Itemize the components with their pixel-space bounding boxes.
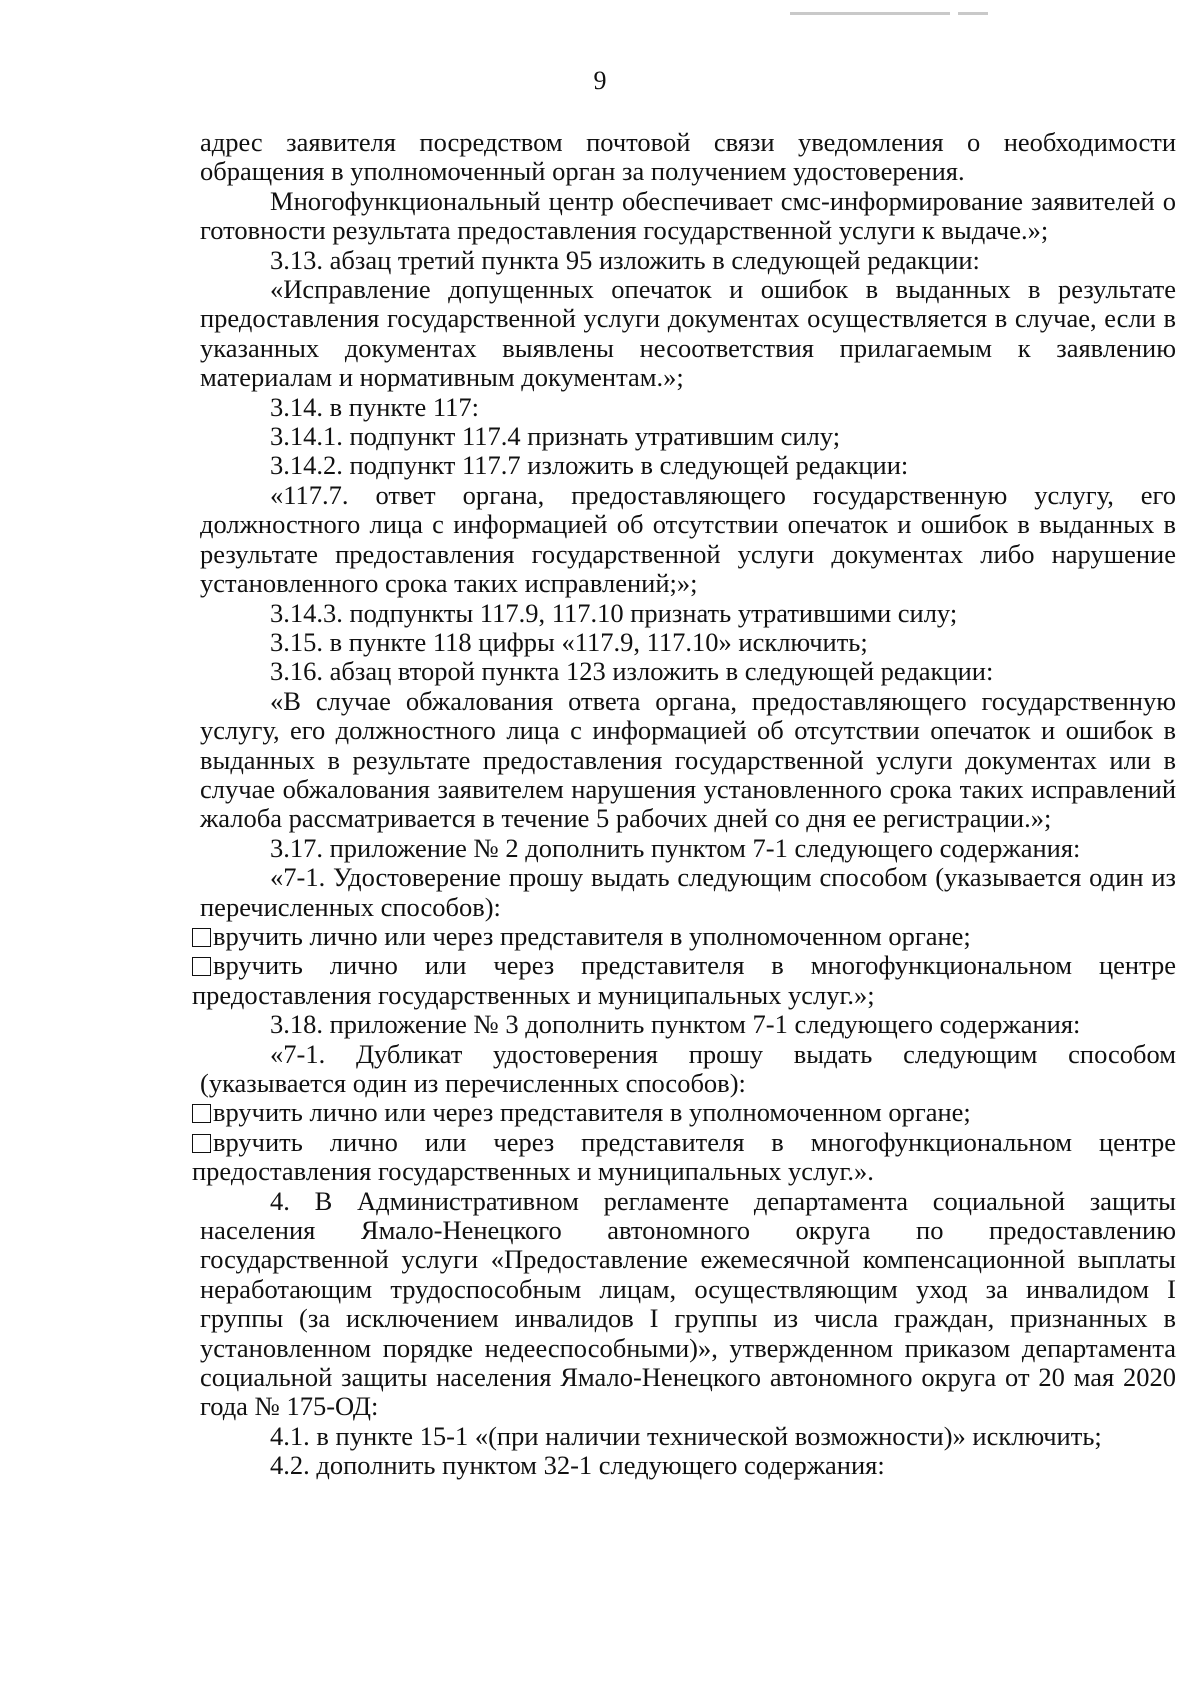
paragraph-text: вручить лично или через представителя в многофункциональном центре предоставления государственных и муниципальных услуг.».: [192, 1126, 1176, 1187]
paragraph-text: 3.15. в пункте 118 цифры «117.9, 117.10» исключить;: [270, 626, 868, 657]
paragraph: [200, 393, 1176, 422]
paragraph-text: «117.7. ответ органа, предоставляющего государственную услугу, его должностного лица с информацией об отсутствии опечаток и ошибок в выданных в результате предоставления государственной услуги документах либо нарушение установленного срока таких исправлений;»;: [200, 479, 1176, 599]
paragraph-text: «Исправление допущенных опечаток и ошибок в выданных в результате предоставления государственной услуги документах осуществляется в случае, если в указанных документах выявлены несоответствия прилагаемым к заявлению материалам и нормативным документам.»;: [200, 274, 1176, 393]
paragraph-text: Многофункциональный центр обеспечивает смс-информирование заявителей о готовности результата предоставления государственной услуги к выдаче.»;: [200, 185, 1176, 246]
paragraph-text: адрес заявителя посредством почтовой связи уведомления о необходимости обращения в уполномоченный орган за получением удостоверения.: [200, 127, 1176, 187]
paragraph-text: 4.1. в пункте 15-1 «(при наличии технической возможности)» исключить;: [270, 1420, 1102, 1451]
scan-artifact: [958, 12, 988, 15]
paragraph-text: 3.13. абзац третий пункта 95 изложить в следующей редакции:: [270, 244, 980, 275]
paragraph: [200, 687, 1176, 834]
paragraph-text: «В случае обжалования ответа органа, предоставляющего государственную услугу, его должностного лица с информацией об отсутствии опечаток и ошибок в выданных в результате предоставления государственной услуги документах или в случае обжалования заявителем нарушения установленного срока таких исправлений жалоба рассматривается в течение 5 рабочих дней со дня ее регистрации.»;: [200, 685, 1176, 834]
paragraph-text: вручить лично или через представителя в уполномоченном органе;: [213, 920, 971, 951]
paragraph: [200, 1451, 1176, 1480]
checkbox-icon: [192, 1104, 211, 1123]
paragraph: [200, 657, 1176, 686]
checkbox-icon: [192, 928, 211, 947]
document-body: [192, 127, 1176, 1481]
checkbox-option: [192, 1098, 1176, 1127]
paragraph-text: «7-1. Удостоверение прошу выдать следующим способом (указывается один из перечисленных способов):: [200, 862, 1176, 922]
paragraph: [200, 1010, 1176, 1039]
paragraph: [200, 1187, 1176, 1422]
paragraph: [200, 246, 1176, 275]
paragraph-text: 3.14.3. подпункты 117.9, 117.10 признать утратившими силу;: [270, 597, 958, 628]
checkbox-option: [192, 1128, 1176, 1187]
checkbox-icon: [192, 1134, 211, 1153]
paragraph-text: 3.14.2. подпункт 117.7 изложить в следующей редакции:: [270, 450, 909, 481]
paragraph-text: вручить лично или через представителя в уполномоченном органе;: [213, 1097, 971, 1128]
paragraph-text: 3.14. в пункте 117:: [270, 391, 479, 422]
paragraph-text: вручить лично или через представителя в многофункциональном центре предоставления государственных и муниципальных услуг.»;: [192, 950, 1176, 1010]
paragraph: [200, 275, 1176, 393]
paragraph-text: 3.17. приложение № 2 дополнить пунктом 7-1 следующего содержания:: [270, 832, 1081, 863]
paragraph: [200, 481, 1176, 599]
paragraph-text: 3.14.1. подпункт 117.4 признать утратившим силу;: [270, 421, 841, 452]
paragraph: [200, 599, 1176, 628]
scan-artifact: [790, 12, 950, 15]
paragraph: [200, 187, 1176, 246]
paragraph: [200, 1040, 1176, 1099]
paragraph: [200, 863, 1176, 922]
paragraph-text: 3.16. абзац второй пункта 123 изложить в следующей редакции:: [270, 656, 994, 687]
paragraph: [200, 628, 1176, 657]
paragraph-text: 4.2. дополнить пунктом 32-1 следующего содержания:: [270, 1450, 885, 1481]
checkbox-icon: [192, 957, 211, 976]
paragraph: [200, 451, 1176, 480]
page-number: 9: [593, 66, 607, 95]
checkbox-option: [192, 922, 1176, 951]
paragraph: [200, 422, 1176, 451]
checkbox-option: [192, 951, 1176, 1010]
paragraph-text: 3.18. приложение № 3 дополнить пунктом 7-1 следующего содержания:: [270, 1009, 1081, 1040]
paragraph: [200, 834, 1176, 863]
paragraph-text: 4. В Административном регламенте департамента социальной защиты населения Ямало-Ненецкого автономного округа по предоставлению государственной услуги «Предоставление ежемесячной компенсационной выплаты неработающим трудоспособным лицам, осуществляющим уход за инвалидом I группы (за исключением инвалидов I группы из числа граждан, признанных в установленном порядке недееспособными)», утвержденном приказом департамента социальной защиты населения Ямало-Ненецкого автономного округа от 20 мая 2020 года № 175-ОД:: [200, 1185, 1176, 1422]
paragraph: [200, 1422, 1176, 1451]
paragraph: [200, 128, 1176, 187]
paragraph-text: «7-1. Дубликат удостоверения прошу выдать следующим способом (указывается один из перечисленных способов):: [200, 1038, 1176, 1098]
